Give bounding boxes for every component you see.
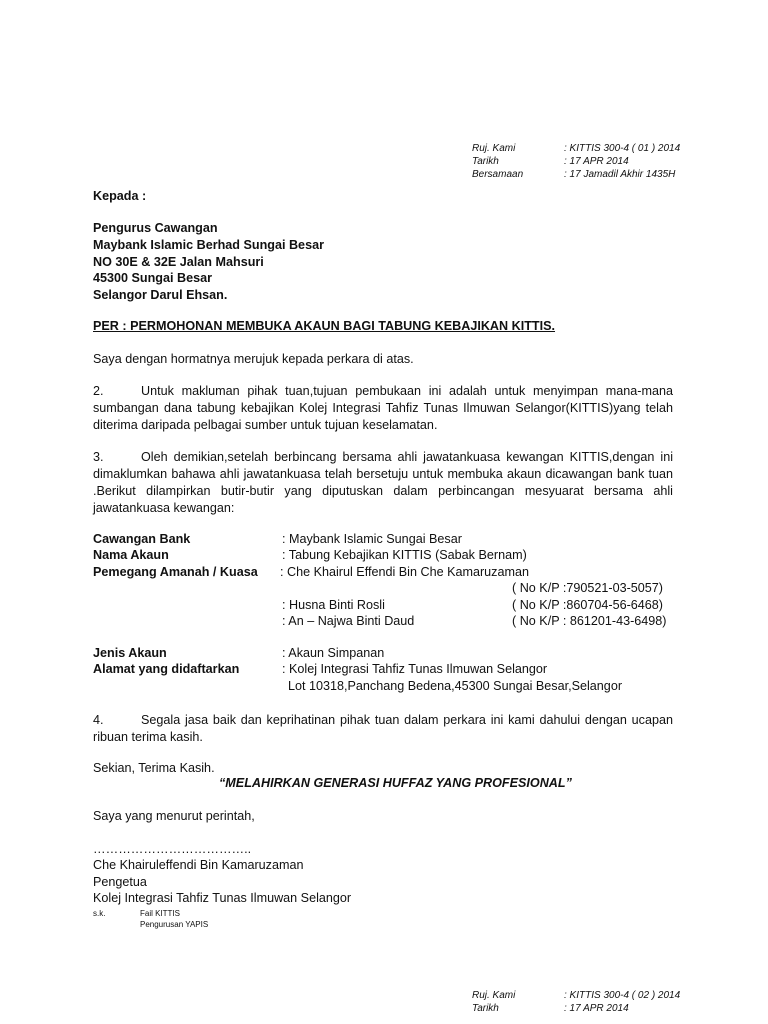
nama-akaun-value: : Tabung Kebajikan KITTIS (Sabak Bernam): [282, 548, 527, 562]
ref-bersamaan-label: Bersamaan: [472, 169, 524, 180]
subject-line: PER : PERMOHONAN MEMBUKA AKAUN BAGI TABUNG KEBAJIKAN KITTIS.: [93, 319, 556, 333]
recipient-line: NO 30E & 32E Jalan Mahsuri: [93, 255, 264, 269]
ref-bottom-tarikh-label: Tarikh: [472, 1003, 499, 1014]
recipient-line: Pengurus Cawangan: [93, 221, 218, 235]
ref-bottom-ruj-value: : KITTIS 300-4 ( 02 ) 2014: [564, 990, 681, 1001]
signer-org: Kolej Integrasi Tahfiz Tunas Ilmuwan Selangor: [93, 891, 352, 905]
sk-line-1: Fail KITTIS: [140, 909, 181, 918]
pemegang-1-kp: ( No K/P :790521-03-5057): [512, 581, 663, 595]
motto: “MELAHIRKAN GENERASI HUFFAZ YANG PROFESIONAL”: [219, 776, 572, 790]
jenis-akaun-value: : Akaun Simpanan: [282, 646, 385, 660]
ref-ruj-value: : KITTIS 300-4 ( 01 ) 2014: [564, 143, 681, 154]
pemegang-3: : An – Najwa Binti Daud: [282, 614, 415, 628]
saya-menurut: Saya yang menurut perintah,: [93, 809, 255, 823]
pemegang-2-kp: ( No K/P :860704-56-6468): [512, 598, 663, 612]
paragraph-text: Untuk makluman pihak tuan,tujuan pembukaan ini adalah untuk menyimpan mana-mana sumbangan dana tabung kebajikan Kolej Integrasi Tahfiz Tunas Ilmuwan Selangor(KITTIS)yang telah diterima daripada pelbagai sumber untuk tujuan keselamatan.: [93, 384, 673, 432]
recipient-line: Maybank Islamic Berhad Sungai Besar: [93, 238, 324, 252]
alamat-label: Alamat yang didaftarkan: [93, 662, 240, 676]
ref-bottom-ruj-label: Ruj. Kami: [472, 990, 516, 1001]
ref-bersamaan-value: : 17 Jamadil Akhir 1435H: [564, 169, 676, 180]
paragraph-text: Oleh demikian,setelah berbincang bersama ahli jawatankuasa kewangan KITTIS,dengan ini dimaklumkan bahawa ahli jawatankuasa telah bersetuju untuk membuka akaun dicawangan bank tuan .Berikut dilampirkan butir-butir yang diputuskan dalam perbincangan mesyuarat bersama ahli jawatankuasa kewangan:: [93, 450, 673, 515]
cawangan-label: Cawangan Bank: [93, 532, 191, 546]
paragraph-number: 2.: [93, 384, 104, 398]
paragraph-number: 4.: [93, 713, 104, 727]
opening-paragraph: Saya dengan hormatnya merujuk kepada perkara di atas.: [93, 352, 414, 366]
pemegang-3-kp: ( No K/P : 861201-43-6498): [512, 614, 667, 628]
paragraph-3: [93, 449, 673, 517]
alamat-value: : Kolej Integrasi Tahfiz Tunas Ilmuwan Selangor: [282, 662, 548, 676]
pemegang-1: : Che Khairul Effendi Bin Che Kamaruzaman: [280, 565, 529, 579]
pemegang-2: : Husna Binti Rosli: [282, 598, 385, 612]
signature-dots: ………………………………..: [93, 842, 252, 856]
kepada-label: Kepada :: [93, 189, 147, 203]
nama-akaun-label: Nama Akaun: [93, 548, 169, 562]
cawangan-value: : Maybank Islamic Sungai Besar: [282, 532, 462, 546]
ref-bottom-tarikh-value: : 17 APR 2014: [564, 1003, 629, 1014]
paragraph-4: [93, 712, 673, 746]
sk-label: s.k.: [93, 909, 106, 918]
closing-text: Sekian, Terima Kasih.: [93, 761, 215, 775]
recipient-line: Selangor Darul Ehsan.: [93, 288, 228, 302]
ref-tarikh-label: Tarikh: [472, 156, 499, 167]
paragraph-2: [93, 383, 673, 434]
ref-tarikh-value: : 17 APR 2014: [564, 156, 629, 167]
ref-ruj-label: Ruj. Kami: [472, 143, 516, 154]
recipient-line: 45300 Sungai Besar: [93, 271, 213, 285]
signer-title: Pengetua: [93, 875, 147, 889]
signer-name: Che Khairuleffendi Bin Kamaruzaman: [93, 858, 304, 872]
pemegang-label: Pemegang Amanah / Kuasa: [93, 565, 258, 579]
paragraph-text: Segala jasa baik dan keprihatinan pihak tuan dalam perkara ini kami dahului dengan ucapan ribuan terima kasih.: [93, 713, 673, 744]
paragraph-number: 3.: [93, 450, 104, 464]
alamat-value-line2: Lot 10318,Panchang Bedena,45300 Sungai Besar,Selangor: [288, 679, 623, 693]
sk-line-2: Pengurusan YAPIS: [140, 920, 209, 929]
jenis-akaun-label: Jenis Akaun: [93, 646, 167, 660]
